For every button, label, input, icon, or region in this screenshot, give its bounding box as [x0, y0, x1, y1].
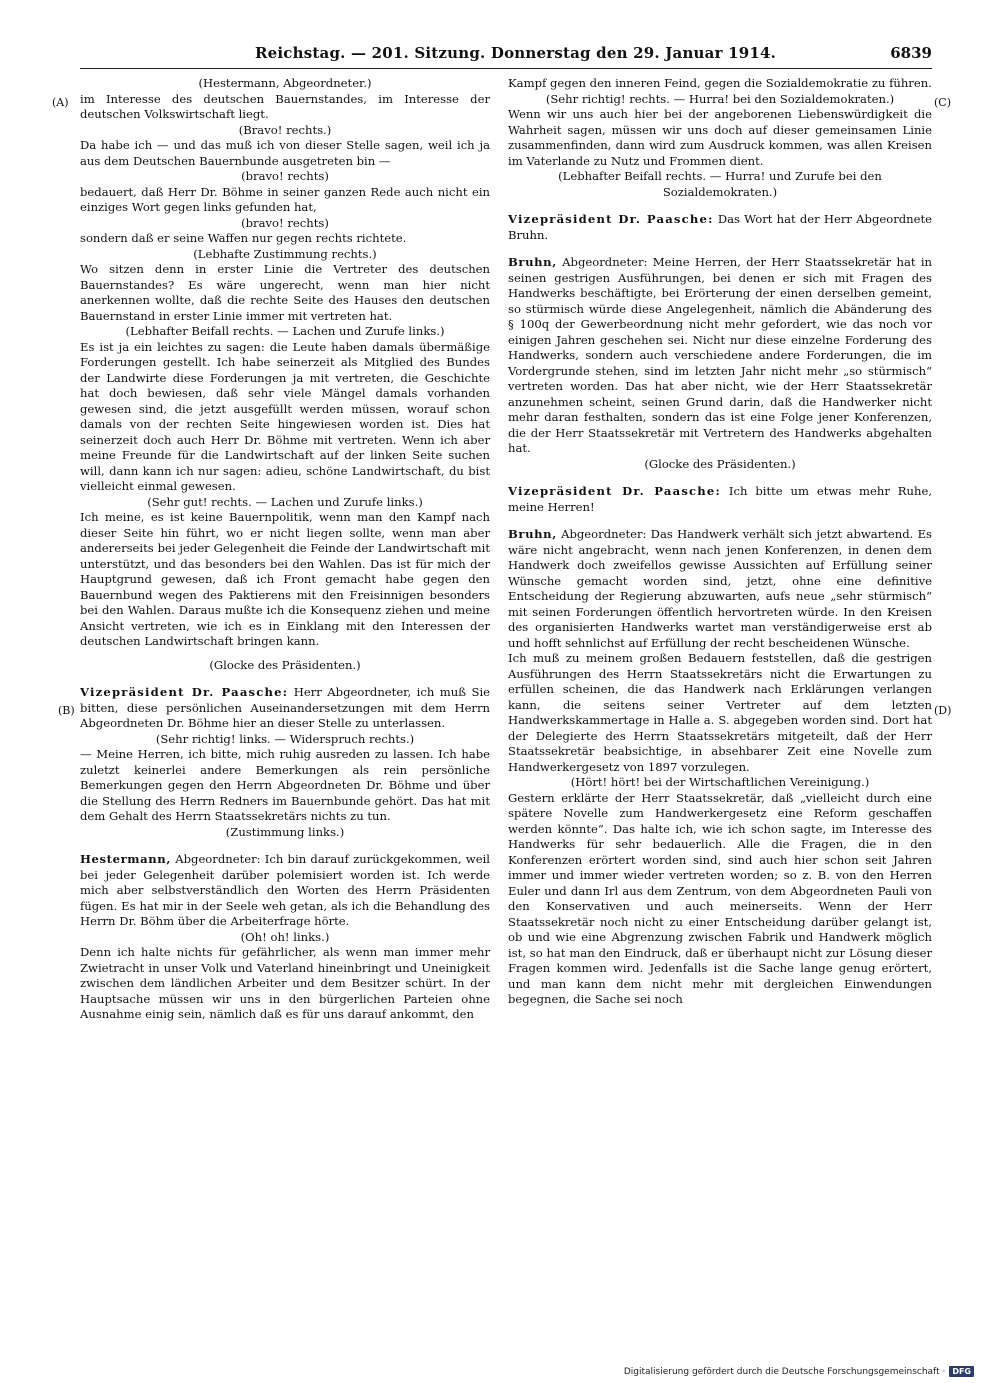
paragraph: sondern daß er seine Waffen nur gegen rechts richtete.: [80, 231, 407, 245]
paragraph: Kampf gegen den inneren Feind, gegen die Sozialdemokratie zu führen.: [508, 76, 932, 90]
speech-text: Das Wort hat der Herr Abgeordnete Bruhn.: [508, 212, 933, 242]
interjection: (bravo! rechts): [241, 169, 329, 183]
header-divider: [80, 68, 932, 69]
paragraph: Wenn wir uns auch hier bei der angeborenen Liebenswürdigkeit die Wahrheit sagen, müssen wir uns doch auf dieser gemeinsamen Linie zusammenfinden, dann wird zum Ausdruck kommen, was allen Kreisen im Vaterlande zu Nutz und Frommen dient.: [508, 107, 932, 168]
speaker-name: Hestermann,: [80, 852, 171, 866]
paragraph: — Meine Herren, ich bitte, mich ruhig ausreden zu lassen. Ich habe zuletzt keinerlei andere Bemerkungen als rein persönliche Bemerkungen gegen den Herrn Abgeordneten Dr. Böhme und über die Stellung des Herrn Redners im Bauernbunde gehört. Das hat mit dem Gehalt des Herrn Staatssekretärs nichts zu tun.: [80, 747, 490, 823]
speech-paragraph: [508, 527, 932, 651]
interjection: (Sehr richtig! rechts. — Hurra! bei den Sozialdemokraten.): [545, 91, 895, 106]
spacer: [80, 673, 490, 685]
speech-paragraph: [508, 255, 932, 457]
speaker-continuation-note: (Hestermann, Abgeordneter.): [198, 76, 372, 90]
interjection: (Lebhafter Beifall rechts. — Lachen und Zurufe links.): [125, 324, 445, 338]
right-column: [508, 76, 932, 1008]
paragraph: Da habe ich — und das muß ich von dieser Stelle sagen, weil ich ja aus dem Deutschen Bauernbunde ausgetreten bin —: [80, 138, 490, 168]
paragraph: Ich muß zu meinem großen Bedauern feststellen, daß die gestrigen Ausführungen des Herrn Staatssekretärs nicht die Erwartungen zu erfüllen scheinen, die das Handwerk nach Erklärungen verlangen kann, die seitens seiner Vertreter auf dem letzten Handwerkskammertage in Halle a. S. abgegeben worden sind. Dort hat der Delegierte des Herrn Staatssekretärs mitgeteilt, daß der Herr Staatssekretär beabsichtige, in absehbarer Zeit eine Novelle zum Handwerkergesetz von 1897 vorzulegen.: [508, 651, 932, 774]
interjection: (Oh! oh! links.): [240, 929, 330, 944]
interjection: (Hört! hört! bei der Wirtschaftlichen Vereinigung.): [570, 775, 870, 789]
spacer: [80, 650, 490, 658]
digitization-footer: [624, 1366, 974, 1377]
paragraph: Ich meine, es ist keine Bauernpolitik, wenn man den Kampf nach dieser Seite hin führt, wo er nicht liegen sollte, wenn man aber andererseits bei jeder Gelegenheit die Feinde der Landwirtschaft mit unterstützt, und das besonders bei den Wahlen. Das ist für mich der Hauptgrund gewesen, daß ich Front gemacht habe gegen den Bauernbund wegen des Paktierens mit den Freisinnigen besonders bei den Wahlen. Daraus mußte ich die Konsequenz ziehen und meine Ansicht vertreten, wie ich es in Einklang mit den Interessen der deutschen Landwirtschaft bringen kann.: [80, 510, 490, 648]
interjection: (Zustimmung links.): [225, 824, 345, 839]
margin-marker-d: (D): [934, 704, 952, 717]
paragraph: Denn ich halte nichts für gefährlicher, als wenn man immer mehr Zwietracht in unser Volk und Vaterland hineinbringt und Uneinigkeit zwischen dem ländlichen Arbeiter und dem Besitzer schürt. In der Hauptsache müssen wir uns in den bürgerlichen Parteien ohne Ausnahme einig sein, nämlich daß es für uns darauf ankommt, den: [80, 945, 490, 1021]
speech-paragraph: [508, 484, 932, 515]
left-column: [80, 76, 490, 1023]
margin-marker-c: (C): [934, 96, 951, 109]
margin-marker-b: (B): [58, 704, 75, 717]
speech-paragraph: [80, 852, 490, 930]
interjection: (Sehr richtig! links. — Widerspruch rechts.): [155, 731, 415, 746]
speaker-name: Vizepräsident Dr. Paasche:: [508, 484, 721, 498]
spacer: [508, 200, 932, 212]
speaker-name: Bruhn,: [508, 255, 557, 269]
speech-text: Abgeordneter: Ich bin darauf zurückgekommen, weil bei jeder Gelegenheit darüber polemisiert worden ist. Ich werde mich aber selbstverständlich den Worten des Herrn Präsidenten fügen. Es hat mir in der Seele weh getan, als ich die Behandlung des Herrn Dr. Böhm über die Arbeiterfrage hörte.: [80, 852, 490, 928]
speech-paragraph: [80, 685, 490, 732]
paragraph: Wo sitzen denn in erster Linie die Vertreter des deutschen Bauernstandes? Es wäre ungerecht, wenn man hier nicht anerkennen wollte, daß die rechte Seite des Hauses den deutschen Bauernstand in erster Linie immer mit vertreten hat.: [80, 262, 490, 323]
interjection: (bravo! rechts): [241, 215, 329, 230]
dfg-logo-icon: DFG: [949, 1366, 974, 1377]
speech-text: Abgeordneter: Das Handwerk verhält sich jetzt abwartend. Es wäre nicht angebracht, wenn nach jenen Konferenzen, in denen dem Handwerk doch zweifellos gewisse Aussichten auf Erfüllung seiner Wünsche gemacht worden sind, jetzt, ohne eine definitive Entscheidung der Regierung abzuwarten, aufs neue „sehr stürmisch“ mit seinen Forderungen öffentlich hervortreten würde. In den Kreisen des organisierten Handwerks wartet man verständigerweise erst ab und hofft sehnlichst auf Erfüllung der recht bescheidenen Wünsche.: [508, 527, 932, 650]
speaker-name: Vizepräsident Dr. Paasche:: [80, 685, 289, 699]
spacer: [508, 472, 932, 484]
interjection: (Lebhafte Zustimmung rechts.): [193, 246, 377, 261]
page-number: 6839: [890, 44, 932, 62]
paragraph: im Interesse des deutschen Bauernstandes, im Interesse der deutschen Volkswirtschaft liegt.: [80, 91, 490, 121]
margin-marker-a: (A): [52, 96, 69, 109]
speech-text: Abgeordneter: Meine Herren, der Herr Staatssekretär hat in seinen gestrigen Ausführungen, bei denen er sich mit Fragen des Handwerks beschäftigte, bei Erörterung der einen derselben gemeint, so stürmisch würde diese Angelegenheit, nämlich die Abänderung des § 100q der Gewerbeordnung nicht mehr gefordert, wie das noch vor einigen Jahren geschehen sei. Nicht nur diese einzelne Forderung des Handwerks, sondern auch verschiedene andere Forderungen, die im Vordergrunde stehen, sind im letzten Jahr nicht mehr „so stürmisch“ vertreten worden. Das hat aber nicht, wie der Herr Staatssekretär anzunehmen scheint, seinen Grund darin, daß die Handwerker nicht mehr daran festhalten, sondern das ist eine Folge jener Konferenzen, die der Herr Staatssekretär mit Vertretern des Handwerks abgehalten hat.: [508, 255, 933, 455]
interjection: (Sehr gut! rechts. — Lachen und Zurufe links.): [147, 494, 423, 509]
paragraph: Es ist ja ein leichtes zu sagen: die Leute haben damals übermäßige Forderungen gestellt. Ich habe seinerzeit als Mitglied des Bundes der Landwirte diese Forderungen ja mit vertreten, die Geschichte hat doch bewiesen, daß sehr viele Mängel damals vorhanden gewesen sind, die jetzt ausgefüllt werden müssen, worauf schon damals von der rechten Seite hingewiesen worden ist. Dies hat seinerzeit doch auch Herr Dr. Böhme mit vertreten. Wenn ich aber meine Freunde für die Landwirtschaft auf der linken Seite suchen will, dann kann ich nur sagen: adieu, schöne Landwirtschaft, du bist vielleicht einmal gewesen.: [80, 339, 490, 493]
running-title: Reichstag. — 201. Sitzung. Donnerstag den 29. Januar 1914.: [255, 44, 777, 62]
interjection: (Glocke des Präsidenten.): [209, 657, 361, 672]
paragraph: bedauert, daß Herr Dr. Böhme in seiner ganzen Rede auch nicht ein einziges Wort gegen links gefunden hat,: [80, 184, 490, 214]
speaker-name: Vizepräsident Dr. Paasche:: [508, 212, 714, 226]
spacer: [508, 515, 932, 527]
interjection: (Glocke des Präsidenten.): [644, 456, 796, 471]
page-header: [80, 44, 932, 68]
speaker-name: Bruhn,: [508, 527, 557, 541]
spacer: [508, 243, 932, 255]
interjection: (Lebhafter Beifall rechts. — Hurra! und Zurufe bei den Sozialdemokraten.): [558, 169, 882, 199]
speech-text: Herr Abgeordneter, ich muß Sie bitten, diese persönlichen Auseinandersetzungen mit dem Herrn Abgeordneten Dr. Böhme hier an dieser Stelle zu unterlassen.: [80, 685, 491, 730]
speech-text: Ich bitte um etwas mehr Ruhe, meine Herren!: [508, 484, 933, 514]
interjection: (Bravo! rechts.): [238, 122, 332, 137]
paragraph: Gestern erklärte der Herr Staatssekretär, daß „vielleicht durch eine spätere Novelle zum Handwerkergesetz eine Reform geschaffen werden könnte“. Das halte ich, wie ich schon sagte, im Interesse des Handwerks für sehr bedauerlich. Alle die Fragen, die in den Konferenzen erörtert worden sind, sind auch hier schon seit Jahren immer und immer wieder vertreten worden; so z. B. von den Herren Euler und dann Irl aus dem Zentrum, von dem Abgeordneten Pauli von den Konservativen und auch meinerseits. Wenn der Herr Staatssekretär noch nicht zu einer Entscheidung darüber gelangt ist, ob und wie eine Abgrenzung zwischen Fabrik und Handwerk möglich ist, so hat man den Eindruck, daß er überhaupt nicht zur Lösung dieser Fragen kommen wird. Jedenfalls ist die Sache lange genug erörtert, und man kann dem nicht mehr mit dergleichen Einwendungen begegnen, die Sache sei noch: [508, 790, 932, 1006]
speech-paragraph: [508, 212, 932, 243]
footer-credit: Digitalisierung gefördert durch die Deutsche Forschungsgemeinschaft ·: [623, 1366, 946, 1377]
spacer: [80, 840, 490, 852]
